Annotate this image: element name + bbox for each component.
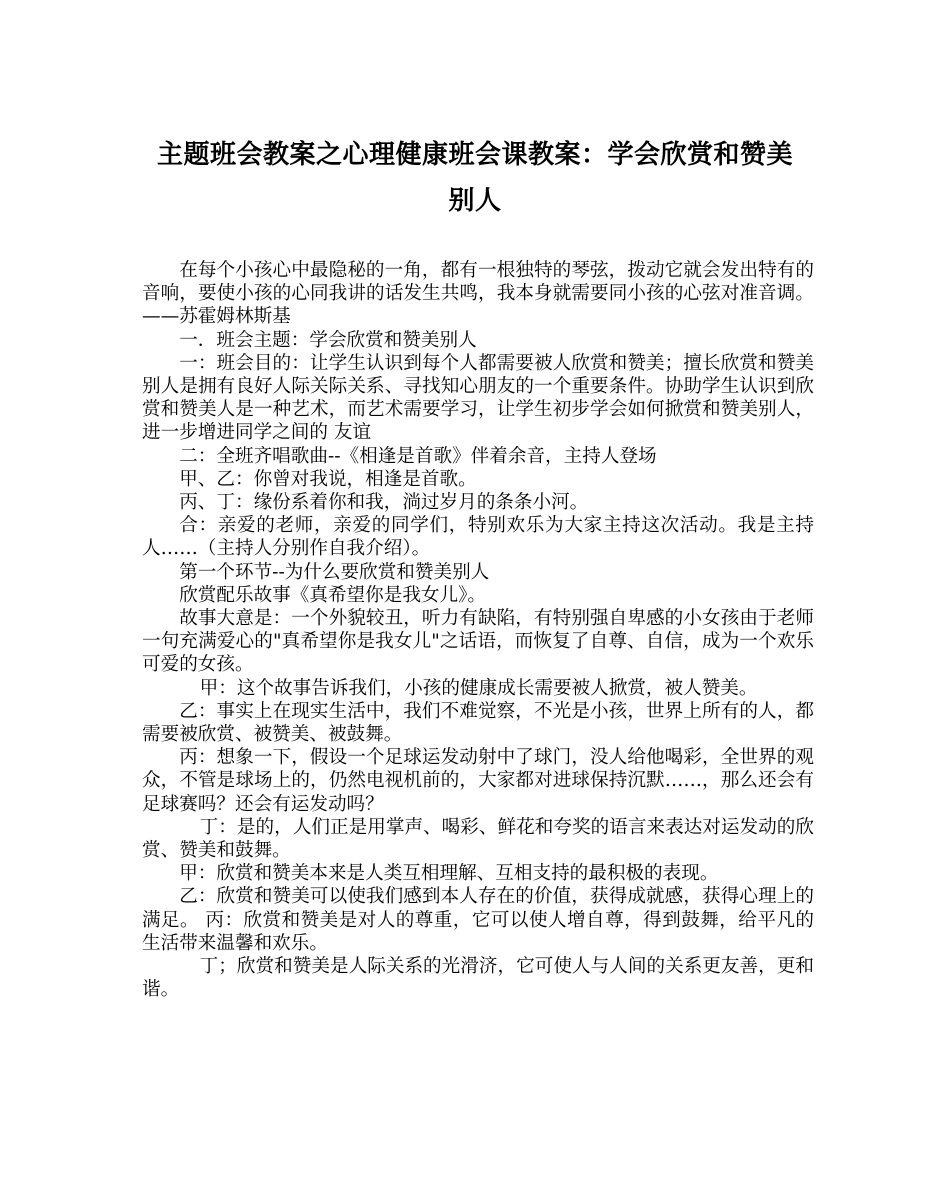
paragraph-section-1: 第一个环节--为什么要欣赏和赞美别人 [179,561,490,583]
paragraph-quote: 在每个小孩心中最隐秘的一角，都有一根独特的琴弦，拨动它就会发出特有的音响，要使小孩的心同我讲的话发生共鸣，我本身就需要同小孩的心弦对准音调。——苏霍姆林斯基 [142,260,814,328]
paragraph-jia-2: 甲：欣赏和赞美本来是人类互相理解、互相支持的最积极的表现。 [179,863,719,885]
paragraph-song: 二：全班齐唱歌曲--《相逢是首歌》伴着余音，主持人登场 [179,445,657,467]
paragraph-ding-1: 丁：是的，人们正是用掌声、喝彩、鲜花和夸奖的语言来表达对运发动的欣赏、赞美和鼓舞。 [142,816,814,862]
paragraph-dialogue-jia-yi: 甲、乙：你曾对我说，相逢是首歌。 [179,468,477,490]
paragraph-story-title: 欣赏配乐故事《真希望你是我女儿》。 [179,584,486,606]
paragraph-dialogue-he: 合：亲爱的老师，亲爱的同学们，特别欢乐为大家主持这次活动。我是主持人……（主持人分别作自我介绍）。 [142,515,814,560]
paragraph-bing-1: 丙：想象一下，假设一个足球运发动射中了球门，没人给他喝彩，全世界的观众，不管是球场上的，仍然电视机前的，大家都对进球保持沉默……，那么还会有足球赛吗？还会有运发动吗？ [142,747,814,815]
document-body [142,259,814,1002]
paragraph-jia-1: 甲：这个故事告诉我们，小孩的健康成长需要被人掀赏，被人赞美。 [199,677,758,699]
document-title [135,132,815,224]
paragraph-purpose: 一：班会目的：让学生认识到每个人都需要被人欣赏和赞美；擅长欣赏和赞美别人是拥有良好人际关际关系、寻找知心朋友的一个重要条件。协助学生认识到欣赏和赞美人是一种艺术，而艺术需要学习，让学生初步学会如何掀赏和赞美别人，进一步增进同学之间的 友谊 [142,352,814,444]
paragraph-ding-2: 丁；欣赏和赞美是人际关系的光滑济，它可使人与人间的关系更友善，更和谐。 [142,956,814,1001]
title-line-2: 别人 [448,186,502,216]
paragraph-yi-bing-2: 乙：欣赏和赞美可以使我们感到本人存在的价值，获得成就感，获得心理上的满足。 丙：欣赏和赞美是对人的尊重，它可以使人增自尊，得到鼓舞，给平凡的生活带来温馨和欢乐。 [142,886,814,954]
paragraph-yi-1: 乙：事实上在现实生活中，我们不难觉察，不光是小孩，世界上所有的人，都需要被欣赏、被赞美、被鼓舞。 [142,700,814,746]
title-line-1: 主题班会教案之心理健康班会课教案：学会欣赏和赞美 [156,140,793,170]
paragraph-dialogue-bing-ding: 丙、丁：缘份系着你和我，淌过岁月的条条小河。 [179,492,589,514]
paragraph-theme: 一．班会主题：学会欣赏和赞美别人 [179,329,477,351]
paragraph-story-summary: 故事大意是：一个外貌较丑，听力有缺陷，有特别强自卑感的小女孩由于老师一句充满爱心的"真希望你是我女儿"之话语，而恢复了自尊、自信，成为一个欢乐可爱的女孩。 [142,608,814,676]
